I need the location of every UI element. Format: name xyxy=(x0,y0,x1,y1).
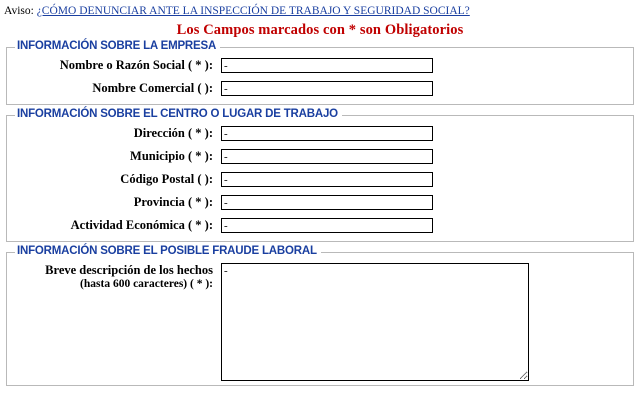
input-provincia[interactable] xyxy=(221,195,433,210)
input-municipio[interactable] xyxy=(221,149,433,164)
how-to-report-link[interactable]: ¿CÓMO DENUNCIAR ANTE LA INSPECCIÓN DE TRABAJO Y SEGURIDAD SOCIAL? xyxy=(36,5,470,17)
input-codigo-postal[interactable] xyxy=(221,172,433,187)
label-direccion: Dirección ( * ): xyxy=(133,126,213,140)
required-fields-heading: Los Campos marcados con * son Obligatorios xyxy=(176,22,464,38)
notice-bar xyxy=(0,0,640,20)
input-nombre-comercial[interactable] xyxy=(221,81,433,96)
label-actividad-economica: Actividad Económica ( * ): xyxy=(70,218,213,232)
label-provincia: Provincia ( * ): xyxy=(133,195,213,209)
field-row-nombre-comercial xyxy=(7,81,633,96)
label-descripcion-line1: Breve descripción de los hechos xyxy=(45,263,213,277)
notice-label: Aviso: xyxy=(4,5,34,17)
field-row-descripcion-hechos xyxy=(7,263,633,381)
section-empresa xyxy=(6,40,634,105)
field-row-provincia xyxy=(7,195,633,210)
field-row-municipio xyxy=(7,149,633,164)
textarea-descripcion-hechos[interactable] xyxy=(221,263,529,381)
field-row-direccion xyxy=(7,126,633,141)
field-row-codigo-postal xyxy=(7,172,633,187)
label-descripcion-line2: (hasta 600 caracteres) ( * ): xyxy=(80,278,213,290)
input-razon-social[interactable] xyxy=(221,58,433,73)
section-centro-trabajo xyxy=(6,108,634,242)
input-direccion[interactable] xyxy=(221,126,433,141)
section-fraude-legend: INFORMACIÓN SOBRE EL POSIBLE FRAUDE LABORAL xyxy=(15,245,321,257)
section-centro-legend: INFORMACIÓN SOBRE EL CENTRO O LUGAR DE TRABAJO xyxy=(15,108,342,120)
label-codigo-postal: Código Postal ( ): xyxy=(120,172,213,186)
section-fraude-laboral xyxy=(6,245,634,386)
section-empresa-legend: INFORMACIÓN SOBRE LA EMPRESA xyxy=(15,40,220,52)
label-municipio: Municipio ( * ): xyxy=(130,149,213,163)
label-descripcion-hechos xyxy=(7,263,221,291)
label-nombre-comercial: Nombre Comercial ( ): xyxy=(92,81,213,95)
field-row-actividad-economica xyxy=(7,218,633,233)
label-razon-social: Nombre o Razón Social ( * ): xyxy=(59,58,213,72)
field-row-razon-social xyxy=(7,58,633,73)
input-actividad-economica[interactable] xyxy=(221,218,433,233)
